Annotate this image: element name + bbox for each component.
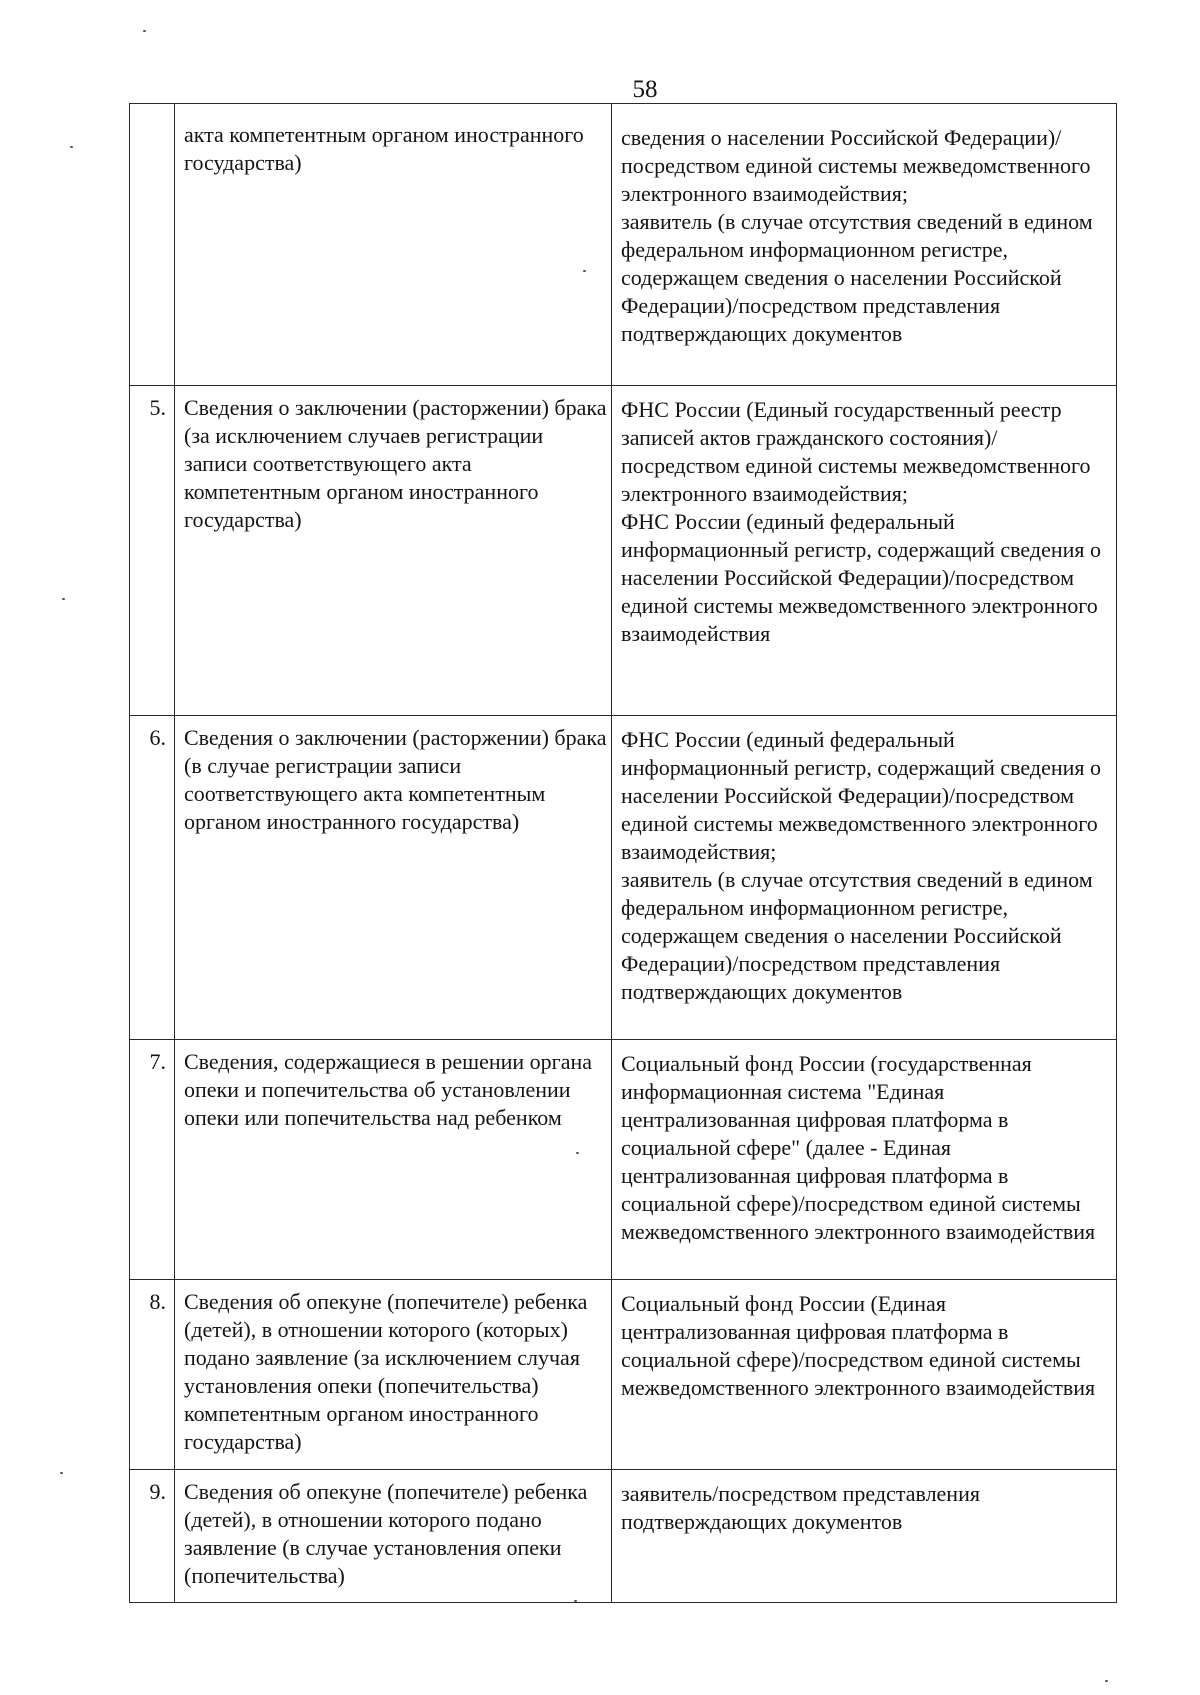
scan-speck [576, 1152, 579, 1154]
scan-speck [583, 270, 586, 272]
row-number: 9. [130, 1470, 175, 1603]
row-number: 5. [130, 386, 175, 716]
row-number: 7. [130, 1040, 175, 1280]
row-description: Сведения об опекуне (попечителе) ребенка (детей), в отношении которого подано заявление (в случае установления опеки (попечительства) [175, 1470, 612, 1603]
row-number [130, 104, 175, 386]
row-number: 6. [130, 716, 175, 1040]
row-description: Сведения об опекуне (попечителе) ребенка (детей), в отношении которого (которых) подано заявление (за исключением случая установления опеки (попечительства) компетентным органом иностранного государства) [175, 1280, 612, 1470]
row-description: Сведения о заключении (расторжении) брака (в случае регистрации записи соответствующего акта компетентным органом иностранного государства) [175, 716, 612, 1040]
scan-speck [574, 1600, 577, 1602]
scan-speck [60, 1472, 63, 1474]
scan-speck [143, 30, 146, 32]
row-number: 8. [130, 1280, 175, 1470]
row-source: заявитель/посредством представления подтверждающих документов [612, 1470, 1117, 1603]
row-source: сведения о населении Российской Федерации)/посредством единой системы межведомственного электронного взаимодействия; заявитель (в случае отсутствия сведений в едином федеральном информационном регистре, содержащем сведения о населении Российской Федерации)/посредством представления подтверждающих документов [612, 104, 1117, 386]
table-row [130, 386, 1117, 716]
table-row [130, 1040, 1117, 1280]
document-table [129, 103, 1117, 1603]
scan-speck [1105, 1680, 1108, 1682]
table-row [130, 1280, 1117, 1470]
row-source: Социальный фонд России (Единая централизованная цифровая платформа в социальной сфере)/посредством единой системы межведомственного электронного взаимодействия [612, 1280, 1117, 1470]
row-description: Сведения о заключении (расторжении) брака (за исключением случаев регистрации записи соответствующего акта компетентным органом иностранного государства) [175, 386, 612, 716]
row-source: ФНС России (Единый государственный реестр записей актов гражданского состояния)/посредством единой системы межведомственного электронного взаимодействия; ФНС России (единый федеральный информационный регистр, содержащий сведения о населении Российской Федерации)/посредством единой системы межведомственного электронного взаимодействия [612, 386, 1117, 716]
page-number: 58 [632, 76, 658, 103]
table-row [130, 716, 1117, 1040]
row-description: акта компетентным органом иностранного государства) [175, 104, 612, 386]
table-row [130, 1470, 1117, 1603]
row-description: Сведения, содержащиеся в решении органа опеки и попечительства об установлении опеки или попечительства над ребенком [175, 1040, 612, 1280]
scan-speck [70, 146, 73, 148]
row-source: ФНС России (единый федеральный информационный регистр, содержащий сведения о населении Российской Федерации)/посредством единой системы межведомственного электронного взаимодействия; заявитель (в случае отсутствия сведений в едином федеральном информационном регистре, содержащем сведения о населении Российской Федерации)/посредством представления подтверждающих документов [612, 716, 1117, 1040]
row-source: Социальный фонд России (государственная информационная система "Единая централизованная цифровая платформа в социальной сфере" (далее - Единая централизованная цифровая платформа в социальной сфере)/посредством единой системы межведомственного электронного взаимодействия [612, 1040, 1117, 1280]
table-row [130, 104, 1117, 386]
scan-speck [62, 598, 65, 600]
